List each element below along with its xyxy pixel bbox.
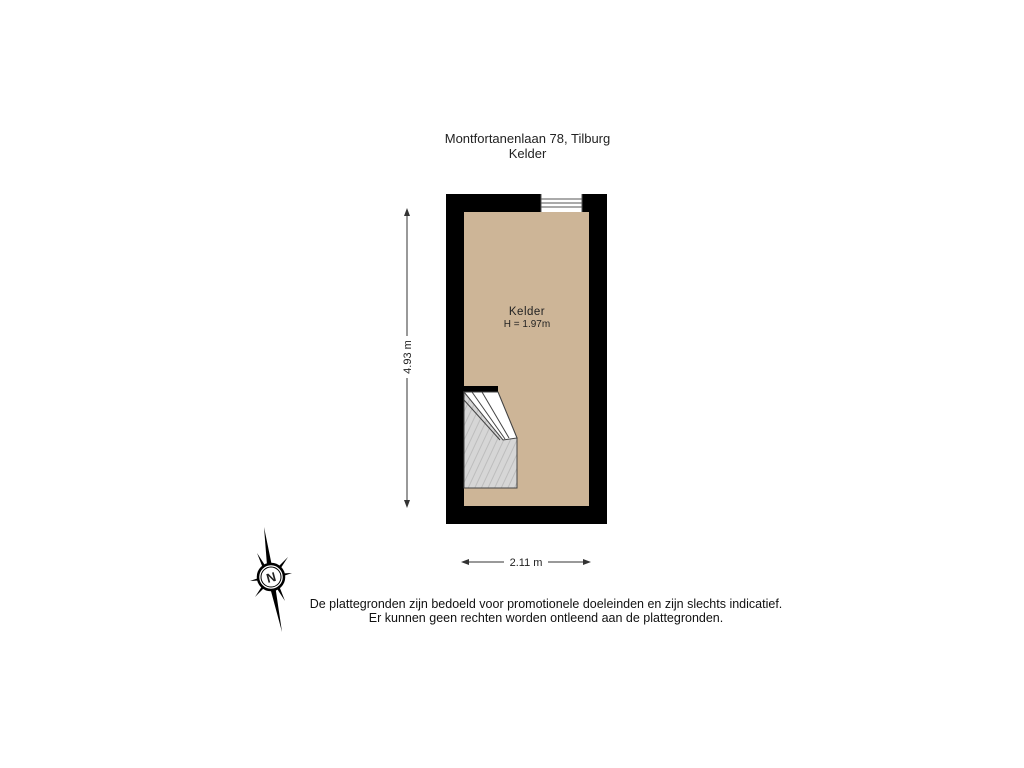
room-name: Kelder <box>508 306 546 318</box>
disclaimer <box>0 597 1024 625</box>
horizontal-dimension-label: 2.11 m <box>509 557 543 569</box>
vertical-dimension-label: 4.93 m <box>402 340 414 374</box>
vertical-dimension <box>400 208 414 508</box>
disclaimer-line-2: Er kunnen geen rechten worden ontleend aan de plattegronden. <box>368 611 724 625</box>
address-title: Montfortanenlaan 78, Tilburg <box>444 131 611 146</box>
stair-ledge <box>464 386 498 392</box>
disclaimer-line-1: De plattegronden zijn bedoeld voor promotionele doeleinden en zijn slechts indicatief. <box>309 597 783 611</box>
floor-title: Kelder <box>508 146 547 161</box>
north-letter: N <box>264 569 278 586</box>
horizontal-dimension <box>461 554 591 570</box>
room-height: H = 1.97m <box>503 319 551 330</box>
window <box>541 194 582 212</box>
